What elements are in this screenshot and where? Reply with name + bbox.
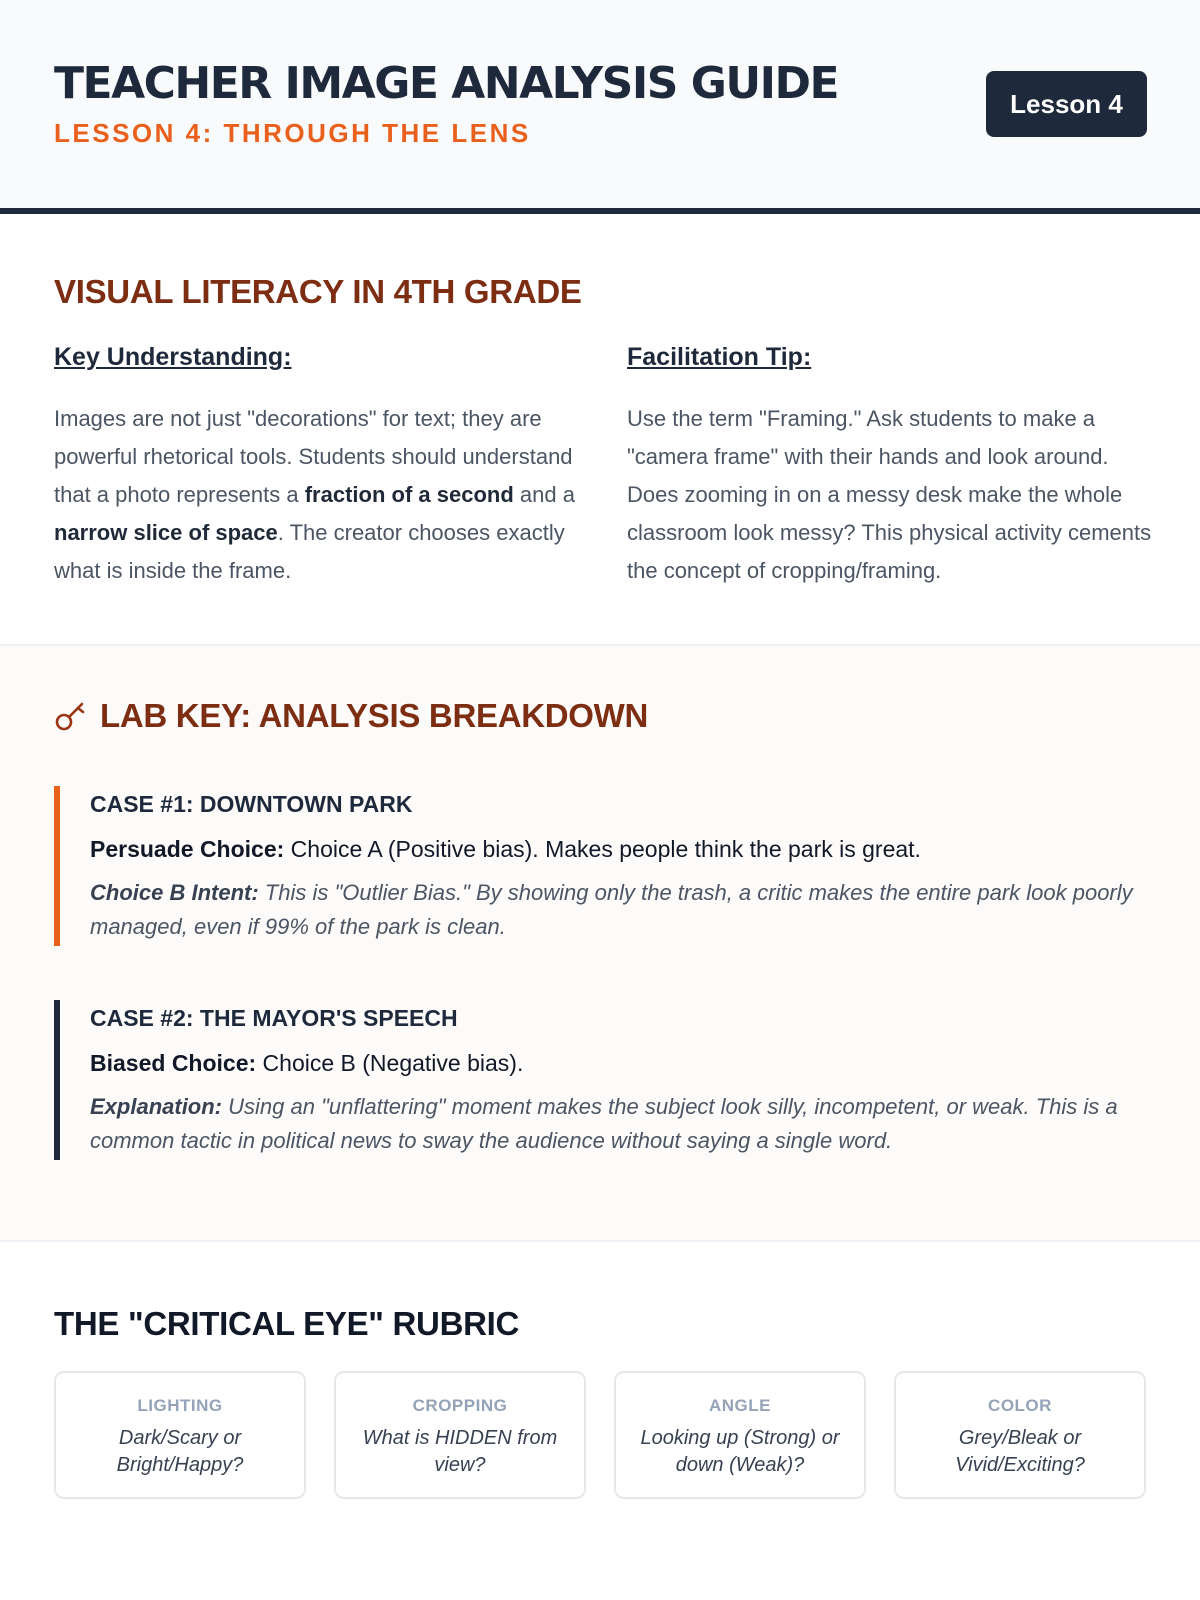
rubric-card-angle <box>614 1371 866 1499</box>
key-understanding-heading: Key Understanding: <box>54 343 292 371</box>
rubric-section <box>0 1242 1200 1600</box>
rubric-label: ANGLE <box>709 1396 771 1415</box>
rubric-label: COLOR <box>988 1396 1052 1415</box>
facilitation-tip-text: Use the term "Framing." Ask students to make a "camera frame" with their hands and look around. Does zooming in on a messy desk make the whole classroom look messy? This physical activity cements the concept of cropping/framing. <box>627 406 1152 583</box>
rubric-heading: THE "CRITICAL EYE" RUBRIC <box>54 1305 520 1342</box>
rubric-label: CROPPING <box>412 1396 508 1415</box>
case-note: Choice B Intent: This is "Outlier Bias." By showing only the trash, a critic makes the entire park look poorly managed, even if 99% of the park is clean. <box>90 880 1133 939</box>
lab-key-heading-row <box>54 696 648 736</box>
rubric-card-color <box>894 1371 1146 1499</box>
case-choice: Persuade Choice: Choice A (Positive bias). Makes people think the park is great. <box>90 836 921 862</box>
case-choice: Biased Choice: Choice B (Negative bias). <box>90 1050 524 1076</box>
rubric-question: Grey/Bleak or Vivid/Exciting? <box>955 1427 1085 1476</box>
key-icon <box>54 699 88 733</box>
facilitation-tip-heading: Facilitation Tip: <box>627 343 812 371</box>
key-understanding-text: Images are not just "decorations" for text; they are powerful rhetorical tools. Students should understand that a photo represents a fraction of a second and a narrow slice of space. The creator chooses exactly what is inside the frame. <box>54 406 575 583</box>
rubric-label: LIGHTING <box>137 1396 223 1415</box>
case-note: Explanation: Using an "unflattering" moment makes the subject look silly, incompetent, or weak. This is a common tactic in political news to sway the audience without saying a single word. <box>90 1094 1118 1153</box>
page-header <box>0 0 1200 214</box>
case-card <box>54 1000 1154 1160</box>
lab-key-heading: LAB KEY: ANALYSIS BREAKDOWN <box>100 697 649 734</box>
rubric-card-cropping <box>334 1371 586 1499</box>
rubric-question: What is HIDDEN from view? <box>362 1427 558 1476</box>
case-title: CASE #1: DOWNTOWN PARK <box>90 791 413 817</box>
page-subtitle: LESSON 4: THROUGH THE LENS <box>54 118 531 148</box>
rubric-card-lighting <box>54 1371 306 1499</box>
rubric-question: Dark/Scary or Bright/Happy? <box>116 1427 244 1476</box>
section-heading: VISUAL LITERACY IN 4TH GRADE <box>54 273 582 310</box>
case-title: CASE #2: THE MAYOR'S SPEECH <box>90 1005 458 1031</box>
page-title: TEACHER IMAGE ANALYSIS GUIDE <box>54 58 839 109</box>
case-card <box>54 786 1154 946</box>
rubric-question: Looking up (Strong) or down (Weak)? <box>640 1427 840 1476</box>
lab-key-section <box>0 646 1200 1242</box>
visual-literacy-section <box>0 214 1200 646</box>
lesson-badge: Lesson 4 <box>986 71 1147 137</box>
